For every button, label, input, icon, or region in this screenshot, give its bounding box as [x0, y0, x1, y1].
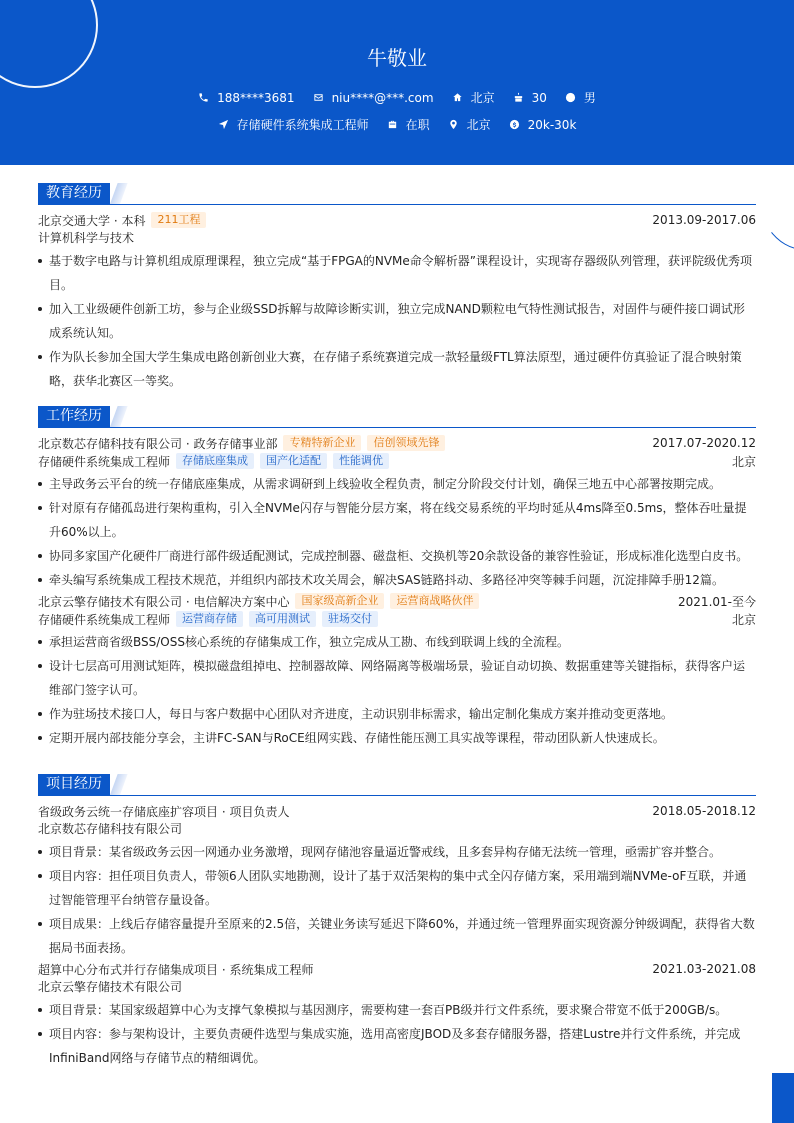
- section-header: [38, 183, 756, 205]
- salary-item: [509, 118, 577, 132]
- project-bullets: [38, 840, 756, 960]
- work-section: [38, 406, 756, 750]
- target-position-item: [218, 116, 369, 133]
- project-date: 2018.05-2018.12: [652, 804, 756, 818]
- projects-section: [38, 774, 756, 1070]
- section-header: [38, 774, 756, 796]
- role-tag: 性能调优: [333, 453, 389, 469]
- list-item: 加入工业级硬件创新工坊，参与企业级SSD拆解与故障诊断实训，独立完成NAND颗粒电气特性测试报告，对固件与硬件接口调试形成系统认知。: [38, 297, 756, 345]
- section-title: 工作经历: [38, 406, 110, 427]
- phone-item: [198, 91, 294, 105]
- company-name: 北京数芯存储科技有限公司 · 政务存储事业部: [38, 436, 278, 451]
- project-name-row: [38, 802, 756, 820]
- decorative-corner-block: [772, 1073, 794, 1123]
- company-tag: 运营商战略伙伴: [390, 593, 479, 609]
- school-name: 北京交通大学 · 本科: [38, 213, 146, 228]
- money-icon: [509, 119, 520, 130]
- age-text: 30: [531, 90, 547, 105]
- job-role-row: [38, 452, 756, 470]
- list-item: 基于数字电路与计算机组成原理课程，独立完成“基于FPGA的NVMe命令解析器”课程设计，实现寄存器级队列管理，获评院级优秀项目。: [38, 249, 756, 297]
- job-entry: [38, 592, 756, 750]
- job-company-row: [38, 434, 756, 452]
- job-city: 北京: [731, 612, 756, 627]
- list-item: 项目背景：某国家级超算中心为支撑气象模拟与基因测序，需要构建一套百PB级并行文件系统，要求聚合带宽不低于200GB/s。: [38, 998, 756, 1022]
- project-bullets: [38, 998, 756, 1070]
- gender-text: 男: [583, 91, 596, 105]
- job-company-row: [38, 592, 756, 610]
- email-item: [313, 91, 434, 105]
- company-name: 北京云擎存储技术有限公司 · 电信解决方案中心: [38, 594, 290, 609]
- list-item: 协同多家国产化硬件厂商进行部件级适配测试，完成控制器、磁盘柜、交换机等20余款设备的兼容性验证，形成标准化选型白皮书。: [38, 544, 756, 568]
- phone-text: 188****3681: [217, 90, 295, 105]
- mail-icon: [313, 92, 324, 103]
- education-bullets: [38, 249, 756, 393]
- home-icon: [452, 92, 463, 103]
- location-pin-icon: [448, 119, 459, 130]
- list-item: 项目成果：上线后存储容量提升至原来的2.5倍，关键业务读写延迟下降60%，并通过统一管理界面实现资源分钟级调配，获得省大数据局书面表扬。: [38, 912, 756, 960]
- candidate-name: 牛敬业: [367, 46, 427, 70]
- list-item: 项目内容：担任项目负责人，带领6人团队实地勘测，设计了基于双活架构的集中式全闪存储方案，采用端到端NVMe-oF互联，并通过智能管理平台纳管存量设备。: [38, 864, 756, 912]
- list-item: 作为驻场技术接口人，每日与客户数据中心团队对齐进度，主动识别非标需求，输出定制化集成方案并推动变更落地。: [38, 702, 756, 726]
- list-item: 定期开展内部技能分享会，主讲FC-SAN与RoCE组网实践、存储性能压测工具实战等课程，带动团队新人快速成长。: [38, 726, 756, 750]
- job-role: 存储硬件系统集成工程师: [38, 454, 171, 469]
- email-text: niu****@***.com: [331, 90, 434, 105]
- project-name-row: [38, 960, 756, 978]
- job-role: 存储硬件系统集成工程师: [38, 612, 171, 627]
- list-item: 项目背景：某省级政务云因一网通办业务激增，现网存储池容量逼近警戒线，且多套异构存储无法统一管理，亟需扩容并整合。: [38, 840, 756, 864]
- project-date: 2021.03-2021.08: [652, 962, 756, 976]
- job-date: 2017.07-2020.12: [652, 436, 756, 450]
- list-item: 牵头编写系统集成工程技术规范，并组织内部技术攻关周会，解决SAS链路抖动、多路径冲突等棘手问题，沉淀排障手册12篇。: [38, 568, 756, 592]
- list-item: 针对原有存储孤岛进行架构重构，引入全NVMe闪存与智能分层方案，将在线交易系统的平均时延从4ms降至0.5ms，整体吞吐量提升60%以上。: [38, 496, 756, 544]
- target-city-text: 北京: [466, 118, 491, 132]
- residence-text: 北京: [470, 91, 495, 105]
- list-item: 承担运营商省级BSS/OSS核心系统的存储集成工作，独立完成从工勘、布线到联调上线的全流程。: [38, 630, 756, 654]
- status-item: [387, 116, 430, 133]
- resume-header: [0, 0, 794, 165]
- job-role-row: [38, 610, 756, 628]
- list-item: 设计七层高可用测试矩阵，模拟磁盘组掉电、控制器故障、网络隔离等极端场景，验证自动切换、数据重建等关键指标，获得客户运维部门签字认可。: [38, 654, 756, 702]
- education-date: 2013.09-2017.06: [652, 213, 756, 227]
- section-title: 教育经历: [38, 183, 110, 204]
- list-item: 主导政务云平台的统一存储底座集成，从需求调研到上线验收全程负责，制定分阶段交付计划，确保三地五中心部署按期完成。: [38, 472, 756, 496]
- project-entry: [38, 802, 756, 960]
- job-bullets: [38, 472, 756, 592]
- status-text: 在职: [405, 118, 430, 132]
- residence-item: [452, 89, 495, 106]
- phone-icon: [198, 92, 209, 103]
- project-company: 北京云擎存储技术有限公司: [38, 980, 183, 994]
- role-tag: 国产化适配: [260, 453, 327, 469]
- project-entry: [38, 960, 756, 1070]
- project-name: 省级政务云统一存储底座扩容项目 · 项目负责人: [38, 804, 290, 819]
- section-header: [38, 406, 756, 428]
- project-name: 超算中心分布式并行存储集成项目 · 系统集成工程师: [38, 962, 314, 977]
- gender-item: [565, 89, 596, 106]
- company-tag: 信创领域先锋: [367, 435, 445, 451]
- send-icon: [218, 119, 229, 130]
- list-item: 作为队长参加全国大学生集成电路创新创业大赛，在存储子系统赛道完成一款轻量级FTL算法原型，通过硬件仿真验证了混合映射策略，获华北赛区一等奖。: [38, 345, 756, 393]
- school-tag: 211工程: [151, 212, 206, 228]
- list-item: 项目内容：参与架构设计，主要负责硬件选型与集成实施，选用高密度JBOD及多套存储服务器，搭建Lustre并行文件系统，并完成InfiniBand网络与存储节点的精细调优。: [38, 1022, 756, 1070]
- education-row: [38, 211, 756, 229]
- cake-icon: [513, 92, 524, 103]
- job-entry: [38, 434, 756, 592]
- company-tag: 国家级高新企业: [295, 593, 384, 609]
- major: 计算机科学与技术: [38, 231, 135, 245]
- job-bullets: [38, 630, 756, 750]
- role-tag: 运营商存储: [176, 611, 243, 627]
- contact-row: [0, 89, 794, 106]
- target-position-text: 存储硬件系统集成工程师: [236, 118, 369, 132]
- company-tag: 专精特新企业: [283, 435, 361, 451]
- briefcase-icon: [387, 119, 398, 130]
- job-date: 2021.01-至今: [678, 594, 756, 609]
- job-city: 北京: [731, 454, 756, 469]
- target-city-item: [448, 116, 491, 133]
- project-company: 北京数芯存储科技有限公司: [38, 822, 183, 836]
- role-tag: 存储底座集成: [176, 453, 254, 469]
- job-intent-row: [0, 116, 794, 133]
- role-tag: 驻场交付: [322, 611, 378, 627]
- section-title: 项目经历: [38, 774, 110, 795]
- age-item: [513, 91, 547, 105]
- role-tag: 高可用测试: [249, 611, 316, 627]
- education-section: [38, 183, 756, 393]
- salary-text: 20k-30k: [527, 117, 577, 132]
- gender-icon: [565, 92, 576, 103]
